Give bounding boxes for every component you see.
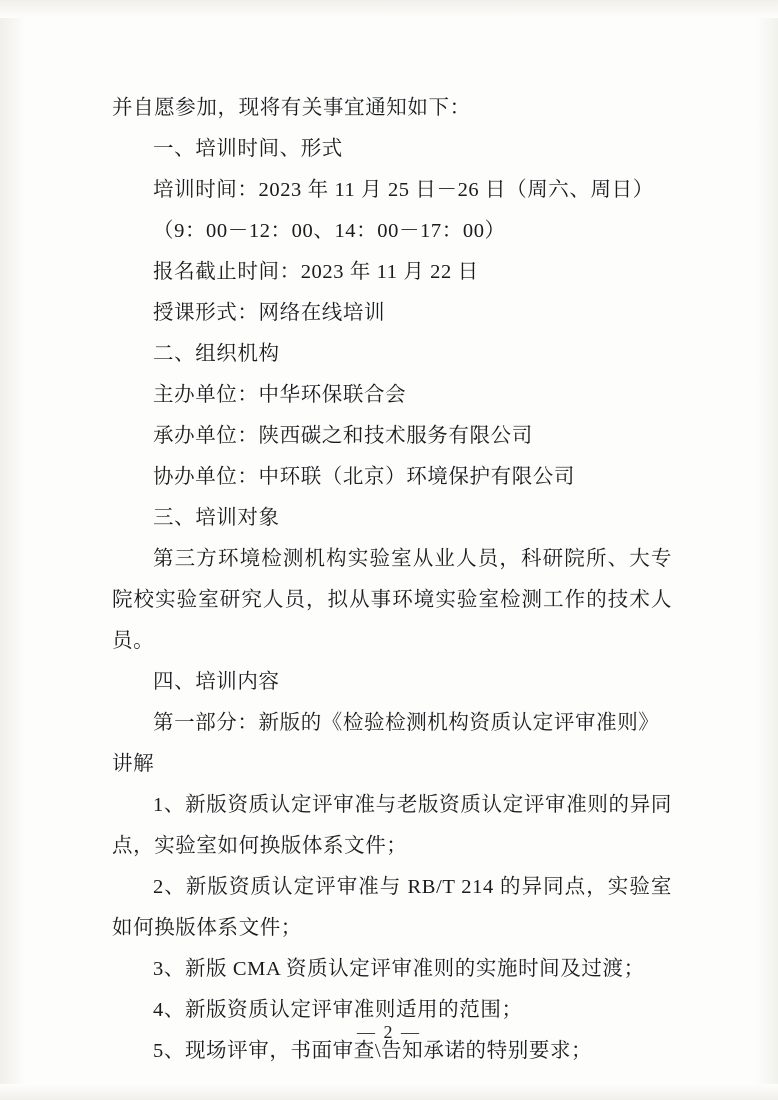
section-heading-content: 四、培训内容 — [153, 671, 280, 693]
section-heading-training-time: 一、培训时间、形式 — [153, 138, 343, 160]
page-edge-right — [756, 0, 778, 1100]
paragraph-item-2: 2、新版资质认定评审准与 RB/T 214 的异同点，实验室如何换版体系文件； — [112, 876, 672, 939]
text-line-item-5: 5、现场评审，书面审查\告知承诺的特别要求； — [153, 1040, 593, 1062]
page-edge-top — [0, 0, 778, 18]
paragraph-audience: 第三方环境检测机构实验室从业人员，科研院所、大专院校实验室研究人员，拟从事环境实验室检测工作的技术人员。 — [112, 548, 672, 652]
text-line-host-unit: 主办单位：中华环保联合会 — [153, 384, 407, 406]
text-line-item-3: 3、新版 CMA 资质认定评审准则的实施时间及过渡； — [153, 958, 645, 980]
text-line: 并自愿参加，现将有关事宜通知如下： — [112, 97, 471, 119]
text-line-training-format: 授课形式：网络在线培训 — [153, 302, 386, 324]
section-heading-organizers: 二、组织机构 — [153, 343, 280, 365]
page-edge-left — [0, 0, 26, 1100]
text-line-organizer-unit: 承办单位：陕西碳之和技术服务有限公司 — [153, 425, 533, 447]
page-edge-bottom — [0, 1084, 778, 1100]
section-heading-audience: 三、培训对象 — [153, 507, 280, 529]
text-line-registration-deadline: 报名截止时间：2023 年 11 月 22 日 — [153, 261, 479, 283]
text-line-part-one: 第一部分：新版的《检验检测机构资质认定评审准则》讲解 — [112, 712, 660, 775]
text-line-item-4: 4、新版资质认定评审准则适用的范围； — [153, 999, 523, 1021]
document-text-body — [112, 88, 672, 1072]
text-line-coorganizer-unit: 协办单位：中环联（北京）环境保护有限公司 — [153, 466, 575, 488]
text-line-training-hours: （9：00－12：00、14：00－17：00） — [153, 220, 506, 242]
paragraph-item-1: 1、新版资质认定评审准与老版资质认定评审准则的异同点，实验室如何换版体系文件； — [112, 794, 672, 857]
page-number: — 2 — — [357, 1022, 421, 1042]
text-line-training-date: 培训时间：2023 年 11 月 25 日－26 日（周六、周日） — [153, 179, 654, 201]
